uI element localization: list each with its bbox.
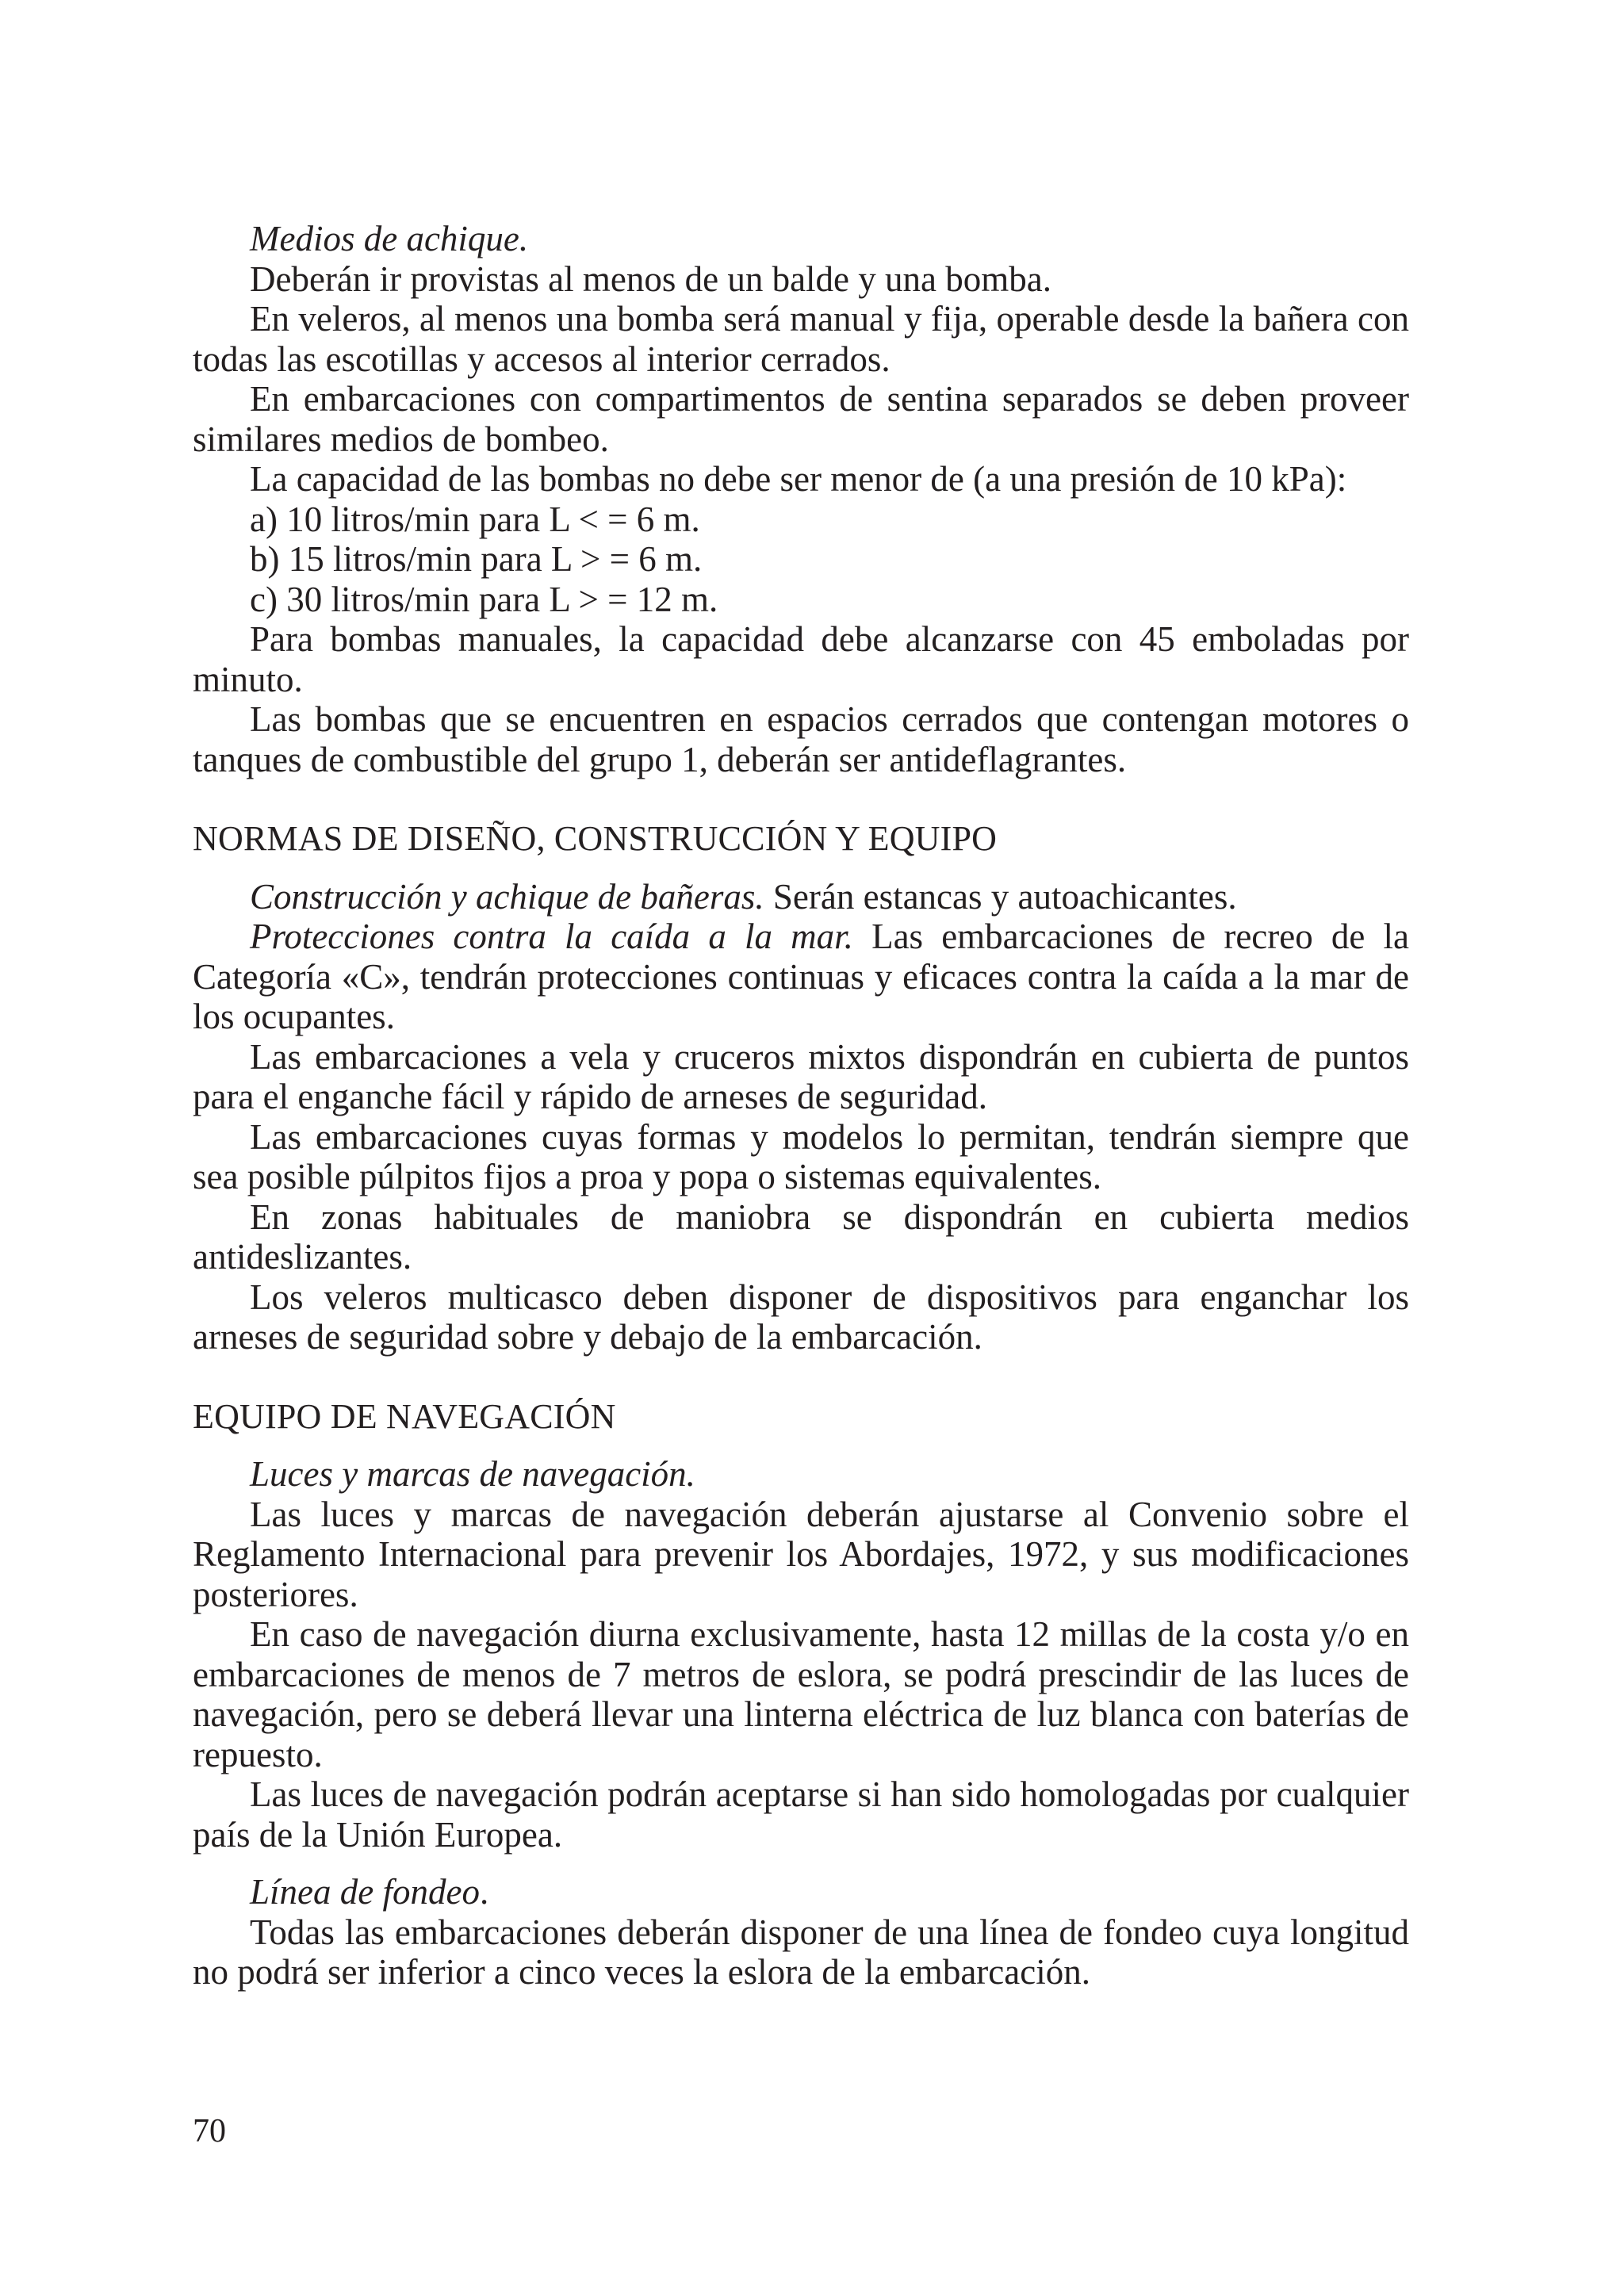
fondeo-title: Línea de fondeo (250, 1872, 480, 1912)
page-body (193, 219, 1409, 1992)
page-number: 70 (193, 2113, 226, 2149)
luces-paragraph-1: Las luces y marcas de navegación deberán ajustarse al Convenio sobre el Reglamento Internacional para prevenir los Abordajes, 1972, y sus modificaciones posteriores. (193, 1494, 1409, 1614)
protecciones-paragraph (193, 917, 1409, 1037)
section-heading-equipo: EQUIPO DE NAVEGACIÓN (193, 1396, 616, 1436)
normas-paragraph-2: Las embarcaciones cuyas formas y modelos lo permitan, tendrán siempre que sea posible púlpitos fijos a proa y popa o sistemas equivalentes. (193, 1116, 1409, 1196)
list-item-a: a) 10 litros/min para L < = 6 m. (250, 499, 700, 539)
protecciones-text: Las embarcaciones de recreo de la Categoría «C», tendrán protecciones continuas y eficaces contra la caída a la mar de los ocupantes. (193, 917, 1409, 1036)
normas-paragraph-1: Las embarcaciones a vela y cruceros mixtos dispondrán en cubierta de puntos para el enganche fácil y rápido de arneses de seguridad. (193, 1036, 1409, 1116)
medios-paragraph-4: La capacidad de las bombas no debe ser menor de (a una presión de 10 kPa): (250, 459, 1347, 499)
construccion-text: Serán estancas y autoachicantes. (764, 876, 1237, 917)
luces-paragraph-2: En caso de navegación diurna exclusivamente, hasta 12 millas de la costa y/o en embarcaciones de menos de 7 metros de eslora, se podrá prescindir de las luces de navegación, pero se deberá llevar una linterna eléctrica de luz blanca con baterías de repuesto. (193, 1614, 1409, 1774)
medios-paragraph-6: Las bombas que se encuentren en espacios cerrados que contengan motores o tanques de combustible del grupo 1, deberán ser antideflagrantes. (193, 699, 1409, 779)
fondeo-title-line (193, 1872, 1409, 1912)
medios-paragraph-2: En veleros, al menos una bomba será manual y fija, operable desde la bañera con todas las escotillas y accesos al interior cerrados. (193, 299, 1409, 379)
medios-paragraph-5: Para bombas manuales, la capacidad debe alcanzarse con 45 emboladas por minuto. (193, 619, 1409, 699)
medios-paragraph-1: Deberán ir provistas al menos de un balde y una bomba. (250, 258, 1051, 299)
fondeo-title-period: . (479, 1872, 489, 1912)
construccion-paragraph (193, 877, 1409, 917)
list-item-c: c) 30 litros/min para L > = 12 m. (250, 579, 718, 619)
normas-paragraph-3: En zonas habituales de maniobra se dispondrán en cubierta medios antideslizantes. (193, 1196, 1409, 1277)
section-heading-normas: NORMAS DE DISEÑO, CONSTRUCCIÓN Y EQUIPO (193, 819, 998, 858)
normas-paragraph-4: Los veleros multicasco deben disponer de dispositivos para enganchar los arneses de seguridad sobre y debajo de la embarcación. (193, 1277, 1409, 1357)
luces-title: Luces y marcas de navegación. (250, 1454, 695, 1494)
fondeo-paragraph-1: Todas las embarcaciones deberán disponer de una línea de fondeo cuya longitud no podrá ser inferior a cinco veces la eslora de la embarcación. (193, 1912, 1409, 1992)
medios-title: Medios de achique. (250, 219, 529, 258)
protecciones-label: Protecciones contra la caída a la mar. (250, 917, 853, 956)
luces-paragraph-3: Las luces de navegación podrán aceptarse si han sido homologadas por cualquier país de la Unión Europea. (193, 1774, 1409, 1855)
medios-paragraph-3: En embarcaciones con compartimentos de sentina separados se deben proveer similares medios de bombeo. (193, 379, 1409, 459)
list-item-b: b) 15 litros/min para L > = 6 m. (250, 539, 703, 579)
construccion-label: Construcción y achique de bañeras. (250, 876, 764, 917)
